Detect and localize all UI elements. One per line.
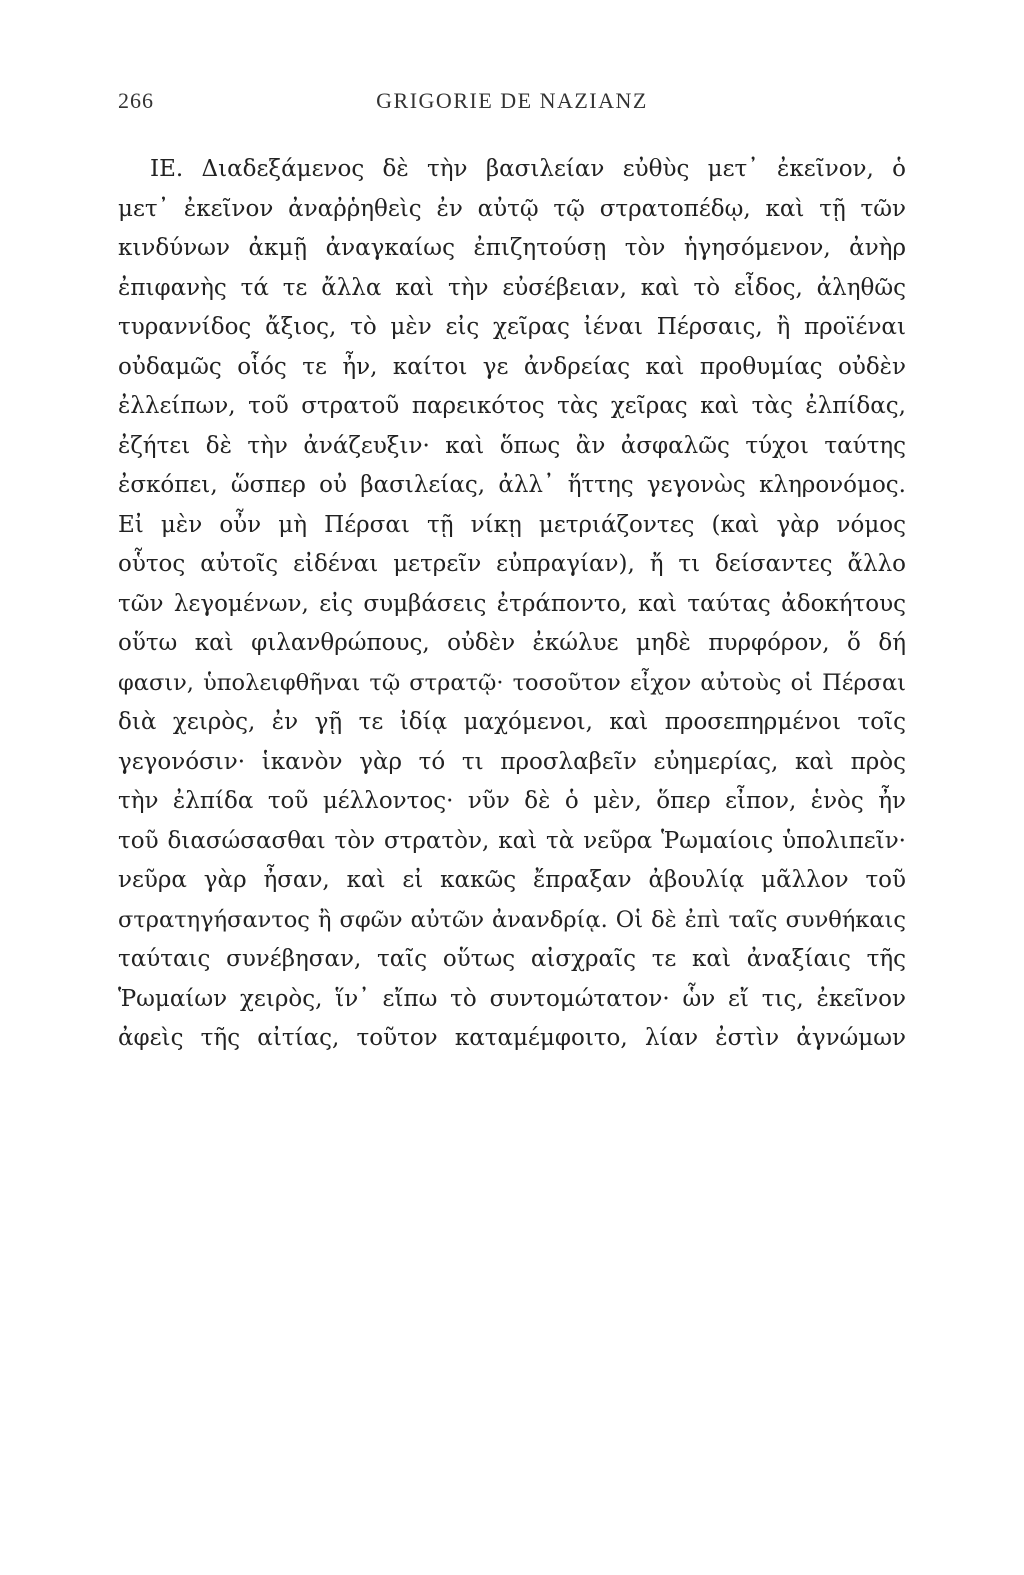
text-line: διὰ χειρὸς, ἐν γῇ τε ἰδίᾳ μαχόμενοι, καὶ προσεπηρμένοι τοῖς: [118, 709, 906, 735]
text-line: ἐσκόπει, ὥσπερ οὐ βασιλείας, ἀλλ᾿ ἥττης γεγονὼς κληρονόμος.: [118, 472, 906, 498]
running-head: [118, 88, 906, 120]
text-line: οὗτος αὐτοῖς εἰδέναι μετρεῖν εὐπραγίαν), ἤ τι δείσαντες ἄλλο: [118, 551, 906, 577]
text-line: ταύταις συνέβησαν, ταῖς οὕτως αἰσχραῖς τε καὶ ἀναξίαις τῆς: [118, 946, 906, 972]
text-line: τῶν λεγομένων, εἰς συμβάσεις ἐτράποντο, καὶ ταύτας ἀδοκήτους: [118, 590, 906, 617]
body-text: [118, 150, 906, 1059]
text-line: ἀφεὶς τῆς αἰτίας, τοῦτον καταμέμφοιτο, λίαν ἐστὶν ἀγνώμων: [118, 1025, 906, 1051]
text-line: τοῦ διασώσασθαι τὸν στρατὸν, καὶ τὰ νεῦρα Ῥωμαίοις ὑπολιπεῖν·: [118, 827, 906, 854]
text-line: οὐδαμῶς οἷός τε ἦν, καίτοι γε ἀνδρείας καὶ προθυμίας οὐδὲν: [118, 353, 906, 380]
text-line: Ῥωμαίων χειρὸς, ἵν᾿ εἴπω τὸ συντομώτατον· ὧν εἴ τις, ἐκεῖνον: [118, 985, 906, 1012]
text-line: τὴν ἐλπίδα τοῦ μέλλοντος· νῦν δὲ ὁ μὲν, ὅπερ εἶπον, ἑνὸς ἦν: [118, 788, 906, 814]
text-line: φασιν, ὑπολειφθῆναι τῷ στρατῷ· τοσοῦτον εἶχον αὐτοὺς οἱ Πέρσαι: [118, 669, 906, 696]
text-line: κινδύνων ἀκμῇ ἀναγκαίως ἐπιζητούσῃ τὸν ἡγησόμενον, ἀνὴρ: [118, 235, 906, 261]
page-number: 266: [118, 88, 154, 113]
book-title: GRIGORIE DE NAZIANZ: [376, 88, 648, 113]
text-line: Εἰ μὲν οὖν μὴ Πέρσαι τῇ νίκῃ μετριάζοντες (καὶ γὰρ νόμος: [118, 511, 906, 538]
text-line: νεῦρα γὰρ ἦσαν, καὶ εἰ κακῶς ἔπραξαν ἀβουλίᾳ μᾶλλον τοῦ: [118, 867, 906, 893]
text-line: μετ᾿ ἐκεῖνον ἀναῤῥηθεὶς ἐν αὐτῷ τῷ στρατοπέδῳ, καὶ τῇ τῶν: [118, 195, 906, 222]
text-line: οὕτω καὶ φιλανθρώπους, οὐδὲν ἐκώλυε μηδὲ πυρφόρον, ὅ δή: [118, 630, 906, 656]
text-line: γεγονόσιν· ἱκανὸν γὰρ τό τι προσλαβεῖν εὐημερίας, καὶ πρὸς: [118, 748, 906, 775]
text-line: στρατηγήσαντος ἢ σφῶν αὐτῶν ἀνανδρίᾳ. Οἱ δὲ ἐπὶ ταῖς συνθήκαις: [118, 906, 906, 933]
text-line: ἐπιφανὴς τά τε ἄλλα καὶ τὴν εὐσέβειαν, καὶ τὸ εἶδος, ἀληθῶς: [118, 274, 906, 301]
text-line: τυραννίδος ἄξιος, τὸ μὲν εἰς χεῖρας ἰέναι Πέρσαις, ἢ προϊέναι: [118, 314, 906, 340]
text-line: ΙΕ. Διαδεξάμενος δὲ τὴν βασιλείαν εὐθὺς μετ᾿ ἐκεῖνον, ὁ: [150, 156, 906, 182]
text-line: ἐλλείπων, τοῦ στρατοῦ παρεικότος τὰς χεῖρας καὶ τὰς ἐλπίδας,: [118, 393, 906, 419]
text-line: ἐζήτει δὲ τὴν ἀνάζευξιν· καὶ ὅπως ἂν ἀσφαλῶς τύχοι ταύτης: [118, 432, 906, 459]
